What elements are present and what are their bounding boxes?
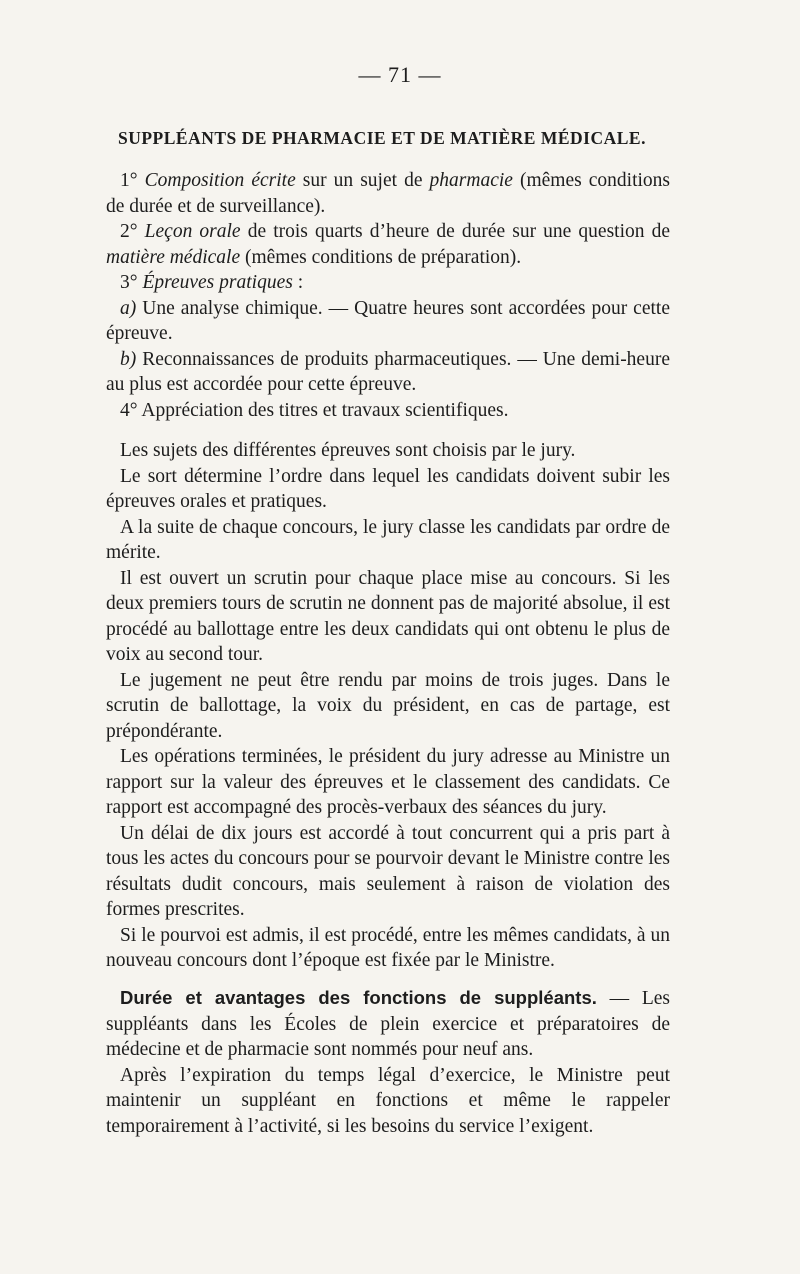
rule-paragraph: Si le pourvoi est admis, il est procédé, entre les mêmes candidats, à un nouveau concours dont l’époque est fixée par le Ministre.	[106, 924, 670, 971]
exam-title: Composition écrite	[144, 170, 296, 191]
rule-paragraph: Les opérations terminées, le président du jury adresse au Ministre un rapport sur la valeur des épreuves et le classement des candidats. Ce rapport est accompagné des procès-verbaux des séances du jury.	[106, 746, 670, 818]
exam-item-3b: b) Reconnaissances de produits pharmaceutiques. — Une demi-heure au plus est accordée pour cette épreuve.	[106, 348, 670, 395]
rule-paragraph: Il est ouvert un scrutin pour chaque place mise au concours. Si les deux premiers tours de scrutin ne donnent pas de majorité absolue, il est procédé au ballottage entre les deux candidats qui ont obtenu le plus de voix au second tour.	[106, 567, 670, 665]
rules-section	[106, 438, 670, 974]
runin-heading: Durée et avantages des fonctions de suppléants.	[120, 987, 597, 1008]
exam-title: Leçon orale	[144, 221, 241, 242]
page-number: — 71 —	[358, 62, 442, 87]
exam-item-3: 3° Épreuves pratiques :	[120, 272, 304, 293]
rule-paragraph: Le sort détermine l’ordre dans lequel les candidats doivent subir les épreuves orales et pratiques.	[106, 465, 670, 512]
exam-title: Épreuves pratiques	[142, 272, 293, 293]
exam-item-4: 4° Appréciation des titres et travaux scientifiques.	[120, 399, 509, 421]
exam-item-2: 2° Leçon orale de trois quarts d’heure de durée sur une question de matière médicale (mêmes conditions de préparation).	[106, 221, 671, 268]
exam-item-1: 1° Composition écrite sur un sujet de pharmacie (mêmes conditions de durée et de surveillance).	[106, 170, 671, 217]
rule-paragraph: Les sujets des différentes épreuves sont choisis par le jury.	[120, 440, 576, 461]
rule-paragraph: Le jugement ne peut être rendu par moins de trois juges. Dans le scrutin de ballottage, la voix du président, en cas de partage, est prépondérante.	[106, 669, 670, 742]
exam-list	[106, 168, 670, 423]
rule-paragraph: A la suite de chaque concours, le jury classe les candidats par ordre de mérite.	[106, 516, 670, 563]
exam-subject: matière médicale	[106, 246, 241, 268]
duration-section	[106, 985, 670, 1139]
duration-paragraph-1: Durée et avantages des fonctions de suppléants. — Les suppléants dans les Écoles de plein exercice et préparatoires de médecine et de pharmacie sont nommés pour neuf ans.	[106, 987, 670, 1060]
rule-paragraph: Un délai de dix jours est accordé à tout concurrent qui a pris part à tous les actes du concours pour se pourvoir devant le Ministre contre les résultats dudit concours, mais seulement à raison de violation des formes prescrites.	[106, 822, 670, 920]
duration-paragraph-2: Après l’expiration du temps légal d’exercice, le Ministre peut maintenir un suppléant en fonctions et même le rappeler temporairement à l’activité, si les besoins du service l’exigent.	[106, 1064, 670, 1137]
exam-item-3a: a) Une analyse chimique. — Quatre heures sont accordées pour cette épreuve.	[106, 297, 670, 344]
exam-subject: pharmacie	[429, 170, 513, 191]
section-heading: SUPPLÉANTS DE PHARMACIE ET DE MATIÈRE MÉDICALE.	[118, 128, 646, 148]
